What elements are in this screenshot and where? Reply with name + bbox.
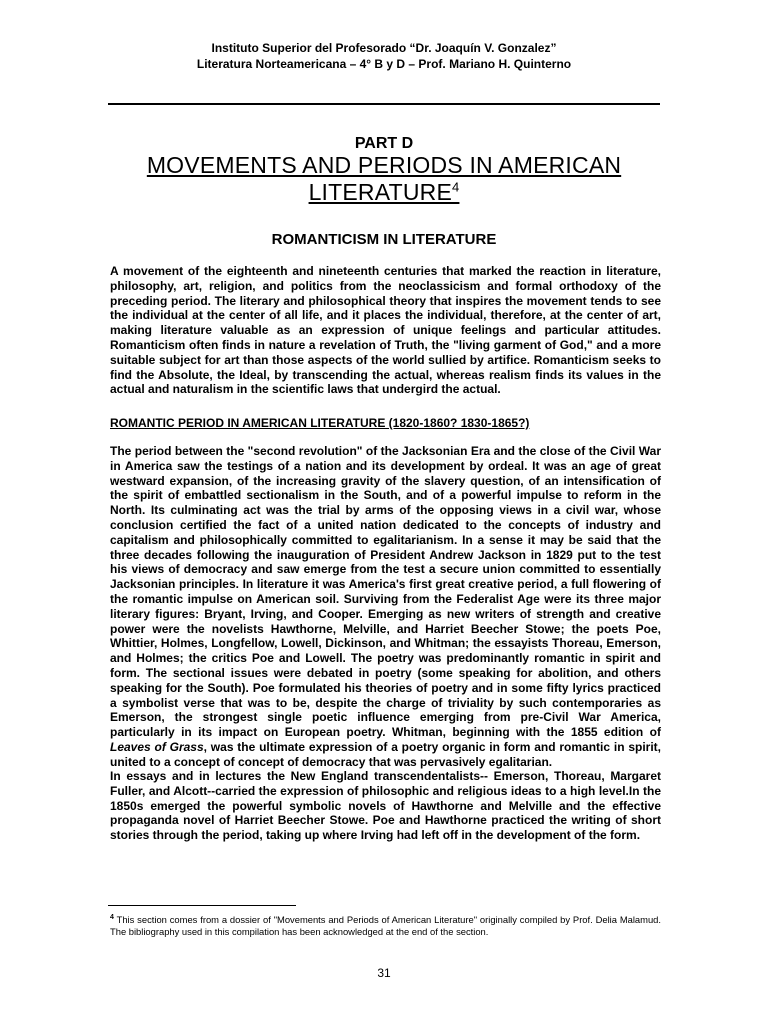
page-number: 31 bbox=[377, 966, 391, 980]
header-course: Literatura Norteamericana – 4° B y D – Prof. Mariano H. Quinterno bbox=[196, 57, 572, 71]
page-header bbox=[0, 40, 768, 72]
footnote-divider bbox=[108, 905, 296, 906]
footnote bbox=[110, 912, 661, 938]
part-label: PART D bbox=[354, 135, 414, 152]
paragraph-text: The period between the "second revolution" of the Jacksonian Era and the close of the Civil War in America saw the testings of a nation and its development by ordeal. It was an age of great westward expansion, of the increasing gravity of the slavery question, of an intensification of the spirit of embattled sectionalism in the South, and of a powerful impulse to reform in the North. Its culminating act was the trial by arms of the opposing views in a civil war, whose conclusion certified the fact of a united nation dedicated to the concepts of industry and capitalism and philosophically committed to egalitarianism. In a sense it may be said that the three decades following the inauguration of President Andrew Jackson in 1829 put to the test his views of democracy and saw emerge from the test a secure union committed to essentially Jacksonian principles. In literature it was America's first great creative period, a full flowering of the romantic impulse on American soil. Surviving from the Federalist Age were its three major literary figures: Bryant, Irving, and Cooper. Emerging as new writers of strength and creative power were the novelists Hawthorne, Melville, and Harriet Beecher Stowe; the poets Poe, Whittier, Holmes, Longfellow, Lowell, Dickinson, and Whitman; the essayists Thoreau, Emerson, and Holmes; the critics Poe and Lowell. The poetry was predominantly romantic in spirit and form. The sectional issues were debated in poetry (some speaking for abolition, and others speaking for the South). Poe formulated his theories of poetry and in some fifty lyrics practiced a symbolist verse that was to be, despite the charge of triviality by such contemporaries as Emerson, the strongest single poetic influence emerging from pre-Civil War America, particularly in its impact on European poetry. Whitman, beginning with the 1855 edition of bbox=[110, 444, 661, 740]
paragraph-text-continued: , was the ultimate expression of a poetry organic in form and romantic in spirit, united to a concept of concept of democracy that was pervasively egalitarian. bbox=[110, 739, 662, 769]
section-title: ROMANTICISM IN LITERATURE bbox=[271, 231, 497, 248]
subheading-romantic-period: ROMANTIC PERIOD IN AMERICAN LITERATURE (1820-1860? 1830-1865?) bbox=[110, 416, 530, 430]
paragraph-transcendentalists: In essays and in lectures the New England transcendentalists-- Emerson, Thoreau, Margaret Fuller, and Alcott--carried the expression of philosophic and religious ideas to a high level.In the 1850s emerged the powerful symbolic novels of Hawthorne and Melville and the effective propaganda novel of Harriet Beecher Stowe. Poe and Hawthorne practiced the writing of short stories through the period, taking up where Irving had left off in the development of the form. bbox=[110, 769, 661, 843]
footnote-text: This section comes from a dossier of "Movements and Periods of American Literature" originally compiled by Prof. Delia Malamud. The bibliography used in this compilation has been acknowledged at the end of the section. bbox=[110, 914, 661, 938]
title-line-1: MOVEMENTS AND PERIODS IN AMERICAN bbox=[146, 152, 622, 178]
header-institution: Instituto Superior del Profesorado “Dr. Joaquín V. Gonzalez” bbox=[211, 41, 557, 55]
footnote-reference: 4 bbox=[452, 179, 460, 195]
header-divider bbox=[108, 103, 660, 105]
page-title bbox=[120, 152, 648, 206]
paragraph-romanticism-definition: A movement of the eighteenth and nineteenth centuries that marked the reaction in literature, philosophy, art, religion, and politics from the neoclassicism and formal orthodoxy of the preceding period. The literary and philosophical theory that inspires the movement tends to see the individual at the center of all life, and it places the individual, therefore, at the center of art, making literature valuable as an expression of unique feelings and particular attitudes. Romanticism often finds in nature a revelation of Truth, the "living garment of God," and a more suitable subject for art than those aspects of the world sullied by artifice. Romanticism seeks to find the Absolute, the Ideal, by transcending the actual, whereas realism finds its values in the actual and naturalism in the scientific laws that undergird the actual. bbox=[110, 264, 661, 397]
footnote-marker: 4 bbox=[110, 914, 114, 921]
title-line-2: LITERATURE bbox=[308, 179, 452, 205]
book-title-italic: Leaves of Grass bbox=[110, 739, 204, 754]
paragraph-romantic-period bbox=[110, 444, 661, 770]
